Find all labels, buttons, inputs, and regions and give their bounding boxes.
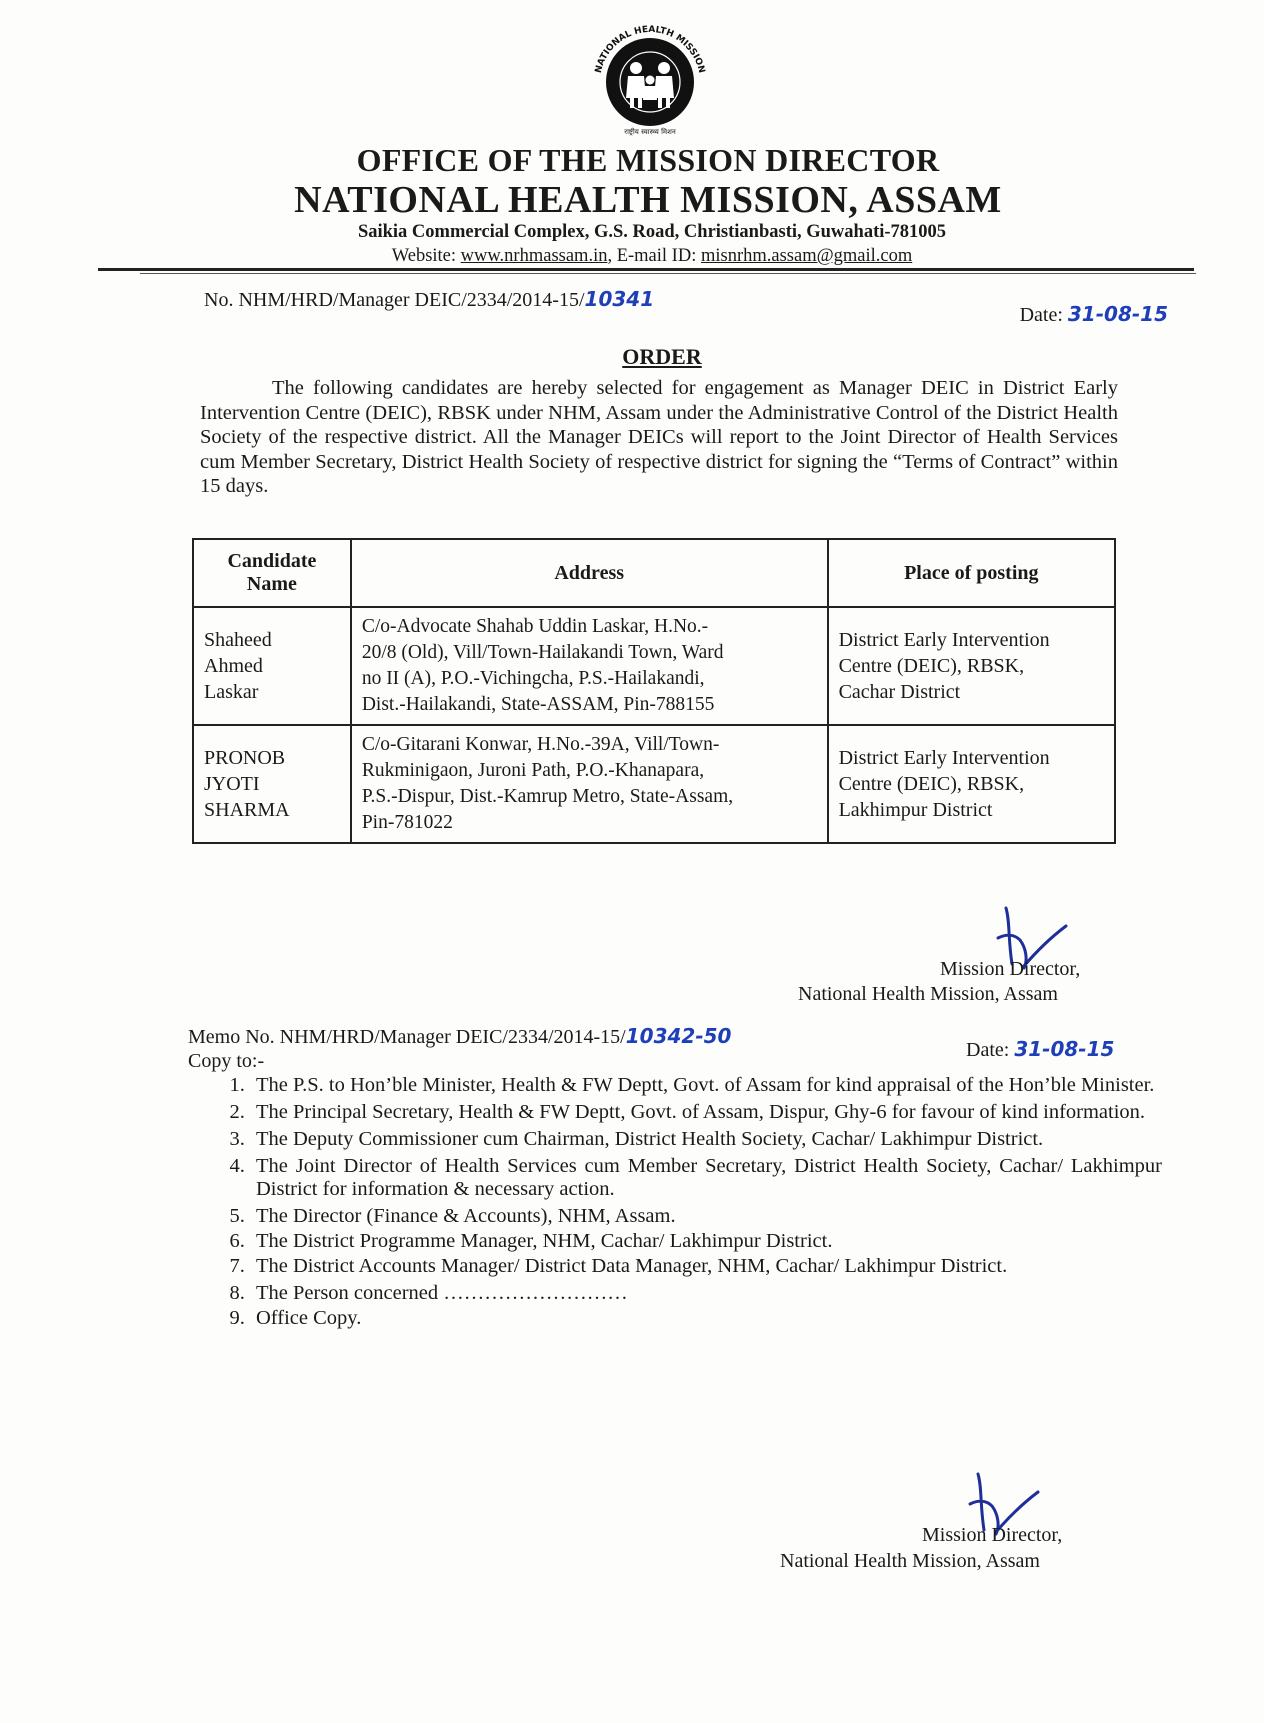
memo-date-label: Date: (966, 1039, 1015, 1061)
posting-line: Centre (DEIC), RBSK, (838, 655, 1025, 677)
header-divider-thin (140, 273, 1196, 274)
posting-line: Lakhimpur District (838, 799, 993, 821)
candidate-name-line: Shaheed (204, 629, 272, 651)
order-date (1020, 302, 1168, 327)
list-item: 6. The District Programme Manager, NHM, Cachar/ Lakhimpur District. (250, 1230, 1162, 1253)
copy-recipients-list (210, 1074, 1162, 1332)
posting-line: District Early Intervention (838, 747, 1050, 769)
reference-number (204, 287, 654, 312)
address-line: Pin-781022 (361, 812, 453, 833)
copy-to-label: Copy to:- (188, 1050, 265, 1072)
candidate-name-line: JYOTI (204, 773, 260, 795)
organization-title: NATIONAL HEALTH MISSION, ASSAM (294, 179, 1002, 221)
email-label: , E-mail ID: (607, 246, 701, 266)
svg-text:राष्ट्रीय स्वास्थ्य मिशन: राष्ट्रीय स्वास्थ्य मिशन (624, 128, 676, 136)
list-item: 3. The Deputy Commissioner cum Chairman, District Health Society, Cachar/ Lakhimpur District. (250, 1128, 1162, 1151)
svg-text:NATIONAL HEALTH MISSION: NATIONAL HEALTH MISSION (593, 24, 707, 75)
order-date-label: Date: (1019, 304, 1068, 326)
candidate-name (193, 607, 351, 725)
list-item: 2. The Principal Secretary, Health & FW Deptt, Govt. of Assam, Dispur, Ghy-6 for favour of kind information. (250, 1101, 1162, 1124)
column-header-posting: Place of posting (828, 539, 1115, 607)
header-divider (98, 268, 1194, 271)
address-line: Rukminigaon, Juroni Path, P.O.-Khanapara, (361, 760, 705, 781)
candidate-name-line: Laskar (204, 681, 259, 703)
candidate-name-line: SHARMA (204, 799, 290, 821)
memo-date-handwritten: 31-08-15 (1014, 1037, 1115, 1061)
signatory-organization: National Health Mission, Assam (798, 983, 1058, 1005)
order-body: The following candidates are hereby selected for engagement as Manager DEIC in District Early Intervention Centre (DEIC), RBSK under NHM, Assam under the Administrative Control of the District Health Society of the respective district. All the Manager DEICs will report to the Joint Director of Health Services cum Member Secretary, District Health Society of respective district for signing the “Terms of Contract” within 15 days. (200, 377, 1118, 497)
address-line: 20/8 (Old), Vill/Town-Hailakandi Town, Ward (361, 642, 724, 663)
place-of-posting (828, 607, 1115, 725)
memo-number (188, 1024, 731, 1049)
email-link[interactable]: misnrhm.assam@gmail.com (700, 246, 913, 266)
address-line: Dist.-Hailakandi, State-ASSAM, Pin-788155 (361, 694, 715, 715)
list-item: 7. The District Accounts Manager/ District Data Manager, NHM, Cachar/ Lakhimpur District. (250, 1255, 1162, 1278)
signatory-title: Mission Director, (922, 1524, 1063, 1546)
office-address: Saikia Commercial Complex, G.S. Road, Christianbasti, Guwahati-781005 (357, 222, 947, 242)
address-line: no II (A), P.O.-Vichingcha, P.S.-Hailakandi, (361, 668, 705, 689)
website-link[interactable]: www.nrhmassam.in (460, 246, 608, 266)
nhm-logo (578, 18, 722, 138)
list-item: 9. Office Copy. (250, 1307, 1162, 1330)
table-header-row (193, 539, 1115, 607)
candidate-name (193, 725, 351, 843)
memo-number-prefix: Memo No. NHM/HRD/Manager DEIC/2334/2014-15/ (188, 1026, 626, 1048)
column-header-name-line1: Candidate (227, 550, 317, 572)
order-heading: ORDER (622, 344, 702, 369)
posting-line: District Early Intervention (838, 629, 1050, 651)
website-label: Website: (391, 246, 461, 266)
table-row (193, 725, 1115, 843)
address-line: C/o-Gitarani Konwar, H.No.-39A, Vill/Town- (361, 734, 720, 755)
posting-line: Cachar District (838, 681, 961, 703)
address-line: C/o-Advocate Shahab Uddin Laskar, H.No.- (361, 616, 709, 637)
signatory-organization: National Health Mission, Assam (780, 1550, 1040, 1572)
posting-line: Centre (DEIC), RBSK, (838, 773, 1025, 795)
signatory-title: Mission Director, (940, 958, 1081, 980)
reference-number-handwritten: 10341 (584, 287, 655, 311)
list-item: 4. The Joint Director of Health Services cum Member Secretary, District Health Society, Cachar/ Lakhimpur District for information & necessary action. (250, 1155, 1162, 1201)
office-title: OFFICE OF THE MISSION DIRECTOR (356, 142, 940, 178)
table-row (193, 607, 1115, 725)
memo-number-handwritten: 10342-50 (625, 1024, 732, 1048)
candidate-name-line: PRONOB (204, 747, 286, 769)
place-of-posting (828, 725, 1115, 843)
column-header-address: Address (351, 539, 828, 607)
reference-number-prefix: No. NHM/HRD/Manager DEIC/2334/2014-15/ (204, 289, 585, 311)
contact-line (0, 246, 1264, 267)
order-date-handwritten: 31-08-15 (1067, 302, 1168, 326)
candidate-address (351, 607, 828, 725)
candidates-table (192, 538, 1116, 844)
address-line: P.S.-Dispur, Dist.-Kamrup Metro, State-Assam, (361, 786, 734, 807)
column-header-name (193, 539, 351, 607)
list-item: 8. The Person concerned ……………………… (250, 1282, 1162, 1305)
memo-date (966, 1037, 1114, 1062)
list-item: 1. The P.S. to Hon’ble Minister, Health & FW Deptt, Govt. of Assam for kind appraisal of the Hon’ble Minister. (250, 1074, 1162, 1097)
column-header-name-line2: Name (246, 573, 297, 595)
candidate-address (351, 725, 828, 843)
candidate-name-line: Ahmed (204, 655, 263, 677)
list-item: 5. The Director (Finance & Accounts), NHM, Assam. (250, 1205, 1162, 1228)
